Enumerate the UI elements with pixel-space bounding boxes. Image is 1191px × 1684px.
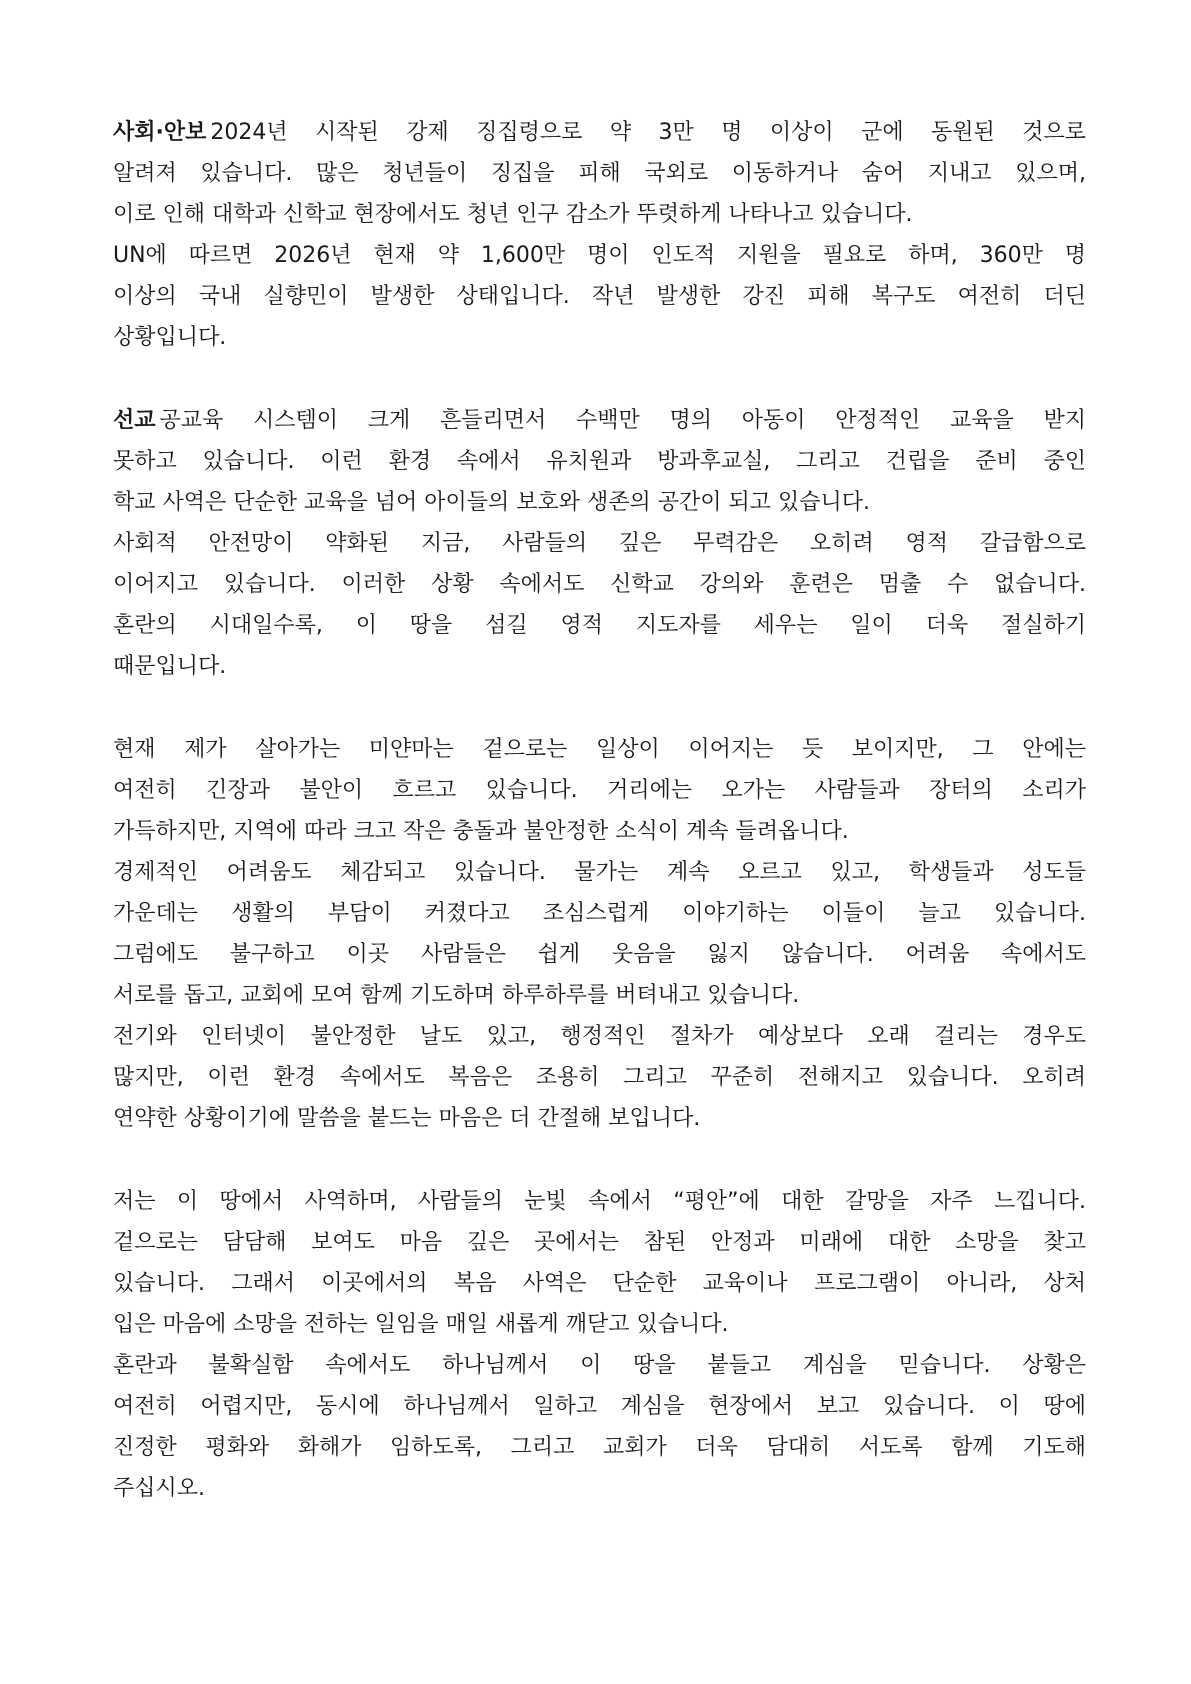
paragraph-line: 혼란과 불확실함 속에서도 하나님께서 이 땅을 붙들고 계심을 믿습니다. 상황은	[113, 1353, 1086, 1378]
paragraph-line: 가득하지만, 지역에 따라 크고 작은 충돌과 불안정한 소식이 계속 들려옵니다.	[113, 819, 849, 844]
paragraph-line: 입은 마음에 소망을 전하는 일임을 매일 새롭게 깨닫고 있습니다.	[113, 1312, 729, 1337]
section-myanmar-life	[113, 729, 1086, 1139]
paragraph-line: 여전히 긴장과 불안이 흐르고 있습니다. 거리에는 오가는 사람들과 장터의 소리가	[113, 778, 1086, 803]
paragraph-line: 서로를 돕고, 교회에 모여 함께 기도하며 하루하루를 버텨내고 있습니다.	[113, 983, 800, 1008]
paragraph-line: 알려져 있습니다. 많은 청년들이 징집을 피해 국외로 이동하거나 숨어 지내고 있으며,	[113, 161, 1086, 186]
paragraph-line: 학교 사역은 단순한 교육을 넘어 아이들의 보호와 생존의 공간이 되고 있습니다.	[113, 490, 870, 515]
paragraph-line: 가운데는 생활의 부담이 커졌다고 조심스럽게 이야기하는 이들이 늘고 있습니다.	[113, 901, 1086, 926]
paragraph-line: 전기와 인터넷이 불안정한 날도 있고, 행정적인 절차가 예상보다 오래 걸리는 경우도	[113, 1024, 1086, 1049]
paragraph-line: 겉으로는 담담해 보여도 마음 깊은 곳에서는 참된 안정과 미래에 대한 소망을 찾고	[113, 1230, 1086, 1255]
section-mission	[113, 400, 1086, 687]
paragraph-line: 주십시오.	[113, 1476, 206, 1501]
paragraph-line: 연약한 상황이기에 말씀을 붙드는 마음은 더 간절해 보입니다.	[113, 1106, 701, 1131]
paragraph-line: 저는 이 땅에서 사역하며, 사람들의 눈빛 속에서 “평안”에 대한 갈망을 자주 느낍니다.	[113, 1189, 1086, 1214]
paragraph-line: 경제적인 어려움도 체감되고 있습니다. 물가는 계속 오르고 있고, 학생들과 성도들	[113, 860, 1086, 885]
paragraph-line: 때문입니다.	[113, 654, 227, 679]
paragraph-line: 혼란의 시대일수록, 이 땅을 섬길 영적 지도자를 세우는 일이 더욱 절실하기	[113, 613, 1086, 638]
paragraph-line: 선교 공교육 시스템이 크게 흔들리면서 수백만 명의 아동이 안정적인 교육을 받지	[113, 408, 1086, 433]
paragraph-line: 여전히 어렵지만, 동시에 하나님께서 일하고 계심을 현장에서 보고 있습니다. 이 땅에	[113, 1394, 1086, 1419]
section-prayer	[113, 1181, 1086, 1509]
section-social-security	[113, 112, 1086, 358]
paragraph-line: 이어지고 있습니다. 이러한 상황 속에서도 신학교 강의와 훈련은 멈출 수 없습니다.	[113, 572, 1086, 597]
paragraph-line: 진정한 평화와 화해가 임하도록, 그리고 교회가 더욱 담대히 서도록 함께 기도해	[113, 1435, 1086, 1460]
paragraph-line: 사회적 안전망이 약화된 지금, 사람들의 깊은 무력감은 오히려 영적 갈급함으로	[113, 531, 1086, 556]
paragraph-line: 많지만, 이런 환경 속에서도 복음은 조용히 그리고 꾸준히 전해지고 있습니다. 오히려	[113, 1065, 1086, 1090]
paragraph-line: 상황입니다.	[113, 325, 227, 350]
paragraph-line: 이로 인해 대학과 신학교 현장에서도 청년 인구 감소가 뚜렷하게 나타나고 있습니다.	[113, 202, 913, 227]
section-heading: 사회·안보	[113, 120, 207, 145]
paragraph-line: 있습니다. 그래서 이곳에서의 복음 사역은 단순한 교육이나 프로그램이 아니라, 상처	[113, 1271, 1086, 1296]
paragraph-line: 현재 제가 살아가는 미얀마는 겉으로는 일상이 이어지는 듯 보이지만, 그 안에는	[113, 737, 1086, 762]
section-heading: 선교	[113, 408, 156, 433]
paragraph-line: 그럼에도 불구하고 이곳 사람들은 쉽게 웃음을 잃지 않습니다. 어려움 속에서도	[113, 942, 1086, 967]
paragraph-line: UN에 따르면 2026년 현재 약 1,600만 명이 인도적 지원을 필요로 하며, 360만 명	[113, 243, 1086, 268]
paragraph-line: 못하고 있습니다. 이런 환경 속에서 유치원과 방과후교실, 그리고 건립을 준비 중인	[113, 449, 1086, 474]
paragraph-line: 이상의 국내 실향민이 발생한 상태입니다. 작년 발생한 강진 피해 복구도 여전히 더딘	[113, 284, 1086, 309]
paragraph-line: 사회·안보 2024년 시작된 강제 징집령으로 약 3만 명 이상이 군에 동원된 것으로	[113, 120, 1086, 145]
